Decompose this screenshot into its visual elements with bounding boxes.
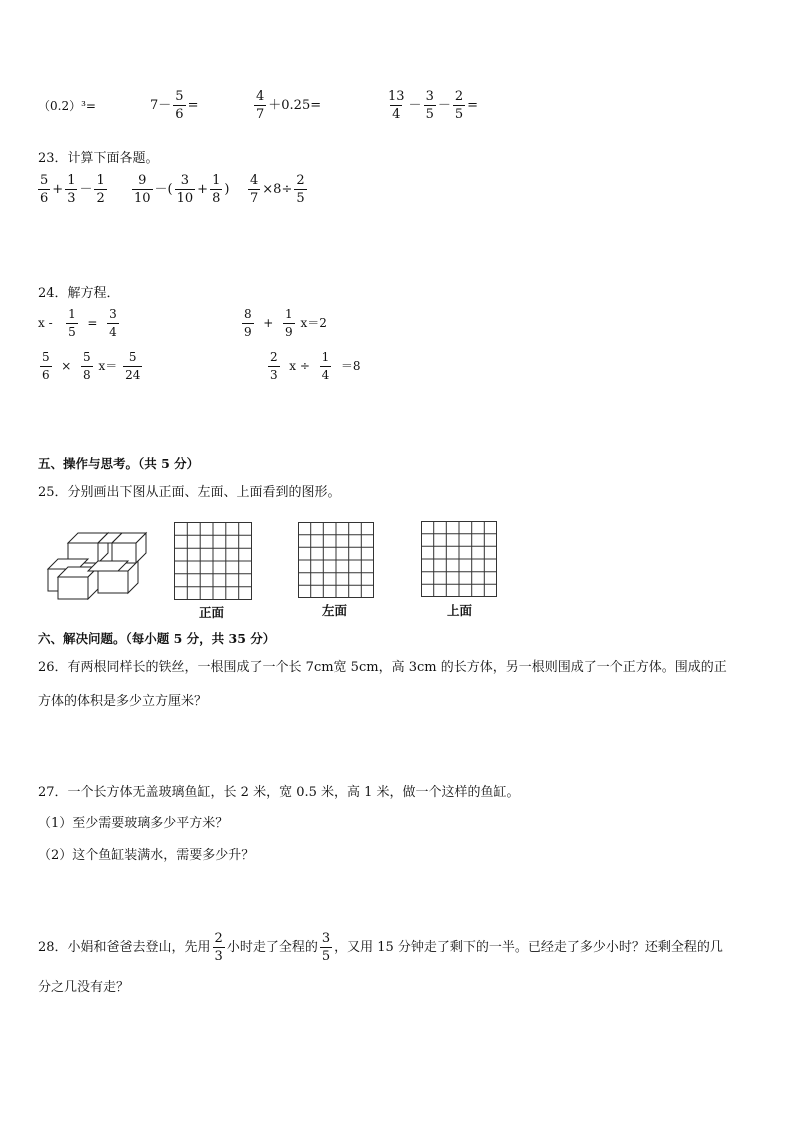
fraction <box>66 306 78 341</box>
expr-text: 7－ <box>150 98 172 113</box>
fraction <box>242 306 254 341</box>
denominator: 24 <box>125 368 141 382</box>
q23-expr-b <box>130 172 229 207</box>
fraction <box>254 88 266 123</box>
fraction <box>173 88 185 123</box>
section-5-heading: 五、操作与思考。（共 5 分） <box>38 456 200 471</box>
fraction <box>123 349 142 384</box>
operator: － <box>437 98 451 113</box>
numerator: 13 <box>388 89 405 104</box>
q24-equation-3 <box>38 349 144 384</box>
q24-equation-4 <box>266 349 360 384</box>
fraction <box>320 349 332 384</box>
fraction <box>40 349 52 384</box>
numerator: 2 <box>296 173 305 188</box>
numerator: 1 <box>68 307 76 321</box>
q24-equation-2 <box>240 306 327 341</box>
denominator: 8 <box>82 368 91 382</box>
fraction <box>424 88 436 123</box>
fraction <box>248 172 260 207</box>
numerator: 4 <box>250 173 259 188</box>
operator: －( <box>154 182 173 197</box>
denominator: 2 <box>96 191 105 206</box>
question-28-line-2: 分之几没有走？ <box>38 980 130 995</box>
cube-stack-figure <box>40 525 150 600</box>
numerator: 1 <box>67 173 76 188</box>
numerator: 1 <box>212 173 221 188</box>
question-23-title: 23．计算下面各题。 <box>38 151 159 166</box>
fraction <box>320 930 332 965</box>
expr-power: （0.2）³= <box>38 99 96 113</box>
operator: + <box>263 316 274 330</box>
fraction <box>386 88 407 123</box>
denominator: 4 <box>109 325 117 339</box>
expr-text: = <box>187 98 199 113</box>
denominator: 5 <box>68 325 76 339</box>
denominator: 8 <box>212 191 221 206</box>
fraction <box>107 306 119 341</box>
question-26-line-1: 26．有两根同样长的铁丝，一根围成了一个长 7cm宽 5cm，高 3cm 的长方体，另一根则围成了一个正方体。围成的正 <box>38 660 727 675</box>
section-6-heading: 六、解决问题。（每小题 5 分，共 35 分） <box>38 631 276 646</box>
left-view-grid[interactable] <box>298 522 374 598</box>
numerator: 5 <box>82 350 91 364</box>
question-text: ，又用 15 分钟走了剩下的一半。已经走了多少小时？还剩全程的几 <box>334 940 723 955</box>
numerator: 5 <box>42 350 50 364</box>
operator: + <box>52 182 64 197</box>
numerator: 3 <box>109 307 117 321</box>
denominator: 7 <box>250 191 259 206</box>
denominator: 6 <box>175 107 184 122</box>
fraction <box>81 349 93 384</box>
numerator: 3 <box>180 173 190 188</box>
denominator: 5 <box>321 949 331 964</box>
question-text: 小时走了全程的 <box>226 940 318 955</box>
numerator: 5 <box>175 89 184 104</box>
numerator: 1 <box>96 173 105 188</box>
expr-text: ＋0.25= <box>268 98 322 113</box>
question-27-sub-1: （1）至少需要玻璃多少平方米？ <box>38 816 229 831</box>
operator: ×8÷ <box>262 182 293 197</box>
denominator: 3 <box>214 949 223 964</box>
expr-add-decimal <box>252 88 321 123</box>
left-view-label: 左面 <box>322 603 348 618</box>
fraction <box>213 930 225 965</box>
question-26-line-2: 方体的体积是多少立方厘米？ <box>38 694 208 709</box>
denominator: 7 <box>256 107 265 122</box>
operator: ) <box>224 182 230 197</box>
question-27-line-1: 27．一个长方体无盖玻璃鱼缸，长 2 米，宽 0.5 米，高 1 米，做一个这样的鱼缸。 <box>38 785 520 800</box>
q23-expr-c <box>246 172 309 207</box>
operator: = <box>87 316 98 330</box>
denominator: 3 <box>270 368 278 382</box>
denominator: 5 <box>425 107 434 122</box>
denominator: 3 <box>67 191 76 206</box>
fraction <box>268 349 280 384</box>
front-view-label: 正面 <box>199 605 225 620</box>
numerator: 1 <box>284 307 293 321</box>
numerator: 3 <box>425 89 434 104</box>
expr-subtract <box>150 88 198 123</box>
top-view-label: 上面 <box>447 603 473 618</box>
denominator: 5 <box>454 107 464 122</box>
operator: = <box>467 98 479 113</box>
fraction <box>210 172 222 207</box>
question-27-sub-2: （2）这个鱼缸装满水，需要多少升？ <box>38 848 255 863</box>
denominator: 4 <box>392 107 401 122</box>
q23-expr-a <box>36 172 109 207</box>
question-text: 28．小娟和爸爸去登山，先用 <box>38 940 211 955</box>
fraction <box>65 172 77 207</box>
numerator: 5 <box>40 173 49 188</box>
denominator: 10 <box>176 191 194 206</box>
numerator: 8 <box>244 307 252 321</box>
fraction <box>175 172 196 207</box>
numerator: 1 <box>321 350 330 364</box>
denominator: 10 <box>134 191 151 206</box>
denominator: 4 <box>321 368 330 382</box>
expr-triple-fraction <box>384 88 478 123</box>
fraction <box>94 172 106 207</box>
front-view-grid[interactable] <box>174 522 252 600</box>
numerator: 5 <box>128 350 137 364</box>
numerator: 4 <box>256 89 265 104</box>
fraction <box>453 88 465 123</box>
fraction <box>283 306 295 341</box>
fraction <box>294 172 306 207</box>
expr-text: x＝2 <box>300 316 327 330</box>
operator: － <box>79 182 93 197</box>
operator: + <box>197 182 209 197</box>
expr-text: x＝ <box>98 359 118 373</box>
numerator: 9 <box>138 173 147 188</box>
denominator: 9 <box>284 325 293 339</box>
numerator: 3 <box>321 931 331 946</box>
operator: x ÷ <box>289 359 310 373</box>
expr-text: x - <box>38 316 53 330</box>
operator: × <box>61 359 72 373</box>
numerator: 2 <box>214 931 223 946</box>
q24-equation-1 <box>38 306 121 341</box>
fraction <box>38 172 50 207</box>
denominator: 9 <box>244 325 252 339</box>
question-28-line-1 <box>38 930 723 965</box>
question-24-title: 24．解方程． <box>38 286 120 301</box>
numerator: 2 <box>270 350 278 364</box>
top-view-grid[interactable] <box>421 521 497 597</box>
fraction <box>132 172 153 207</box>
denominator: 6 <box>42 368 50 382</box>
question-25-title: 25．分别画出下图从正面、左面、上面看到的图形。 <box>38 485 341 500</box>
numerator: 2 <box>454 89 464 104</box>
denominator: 6 <box>40 191 49 206</box>
operator: － <box>408 98 422 113</box>
expr-text: ＝8 <box>340 359 361 373</box>
denominator: 5 <box>296 191 305 206</box>
